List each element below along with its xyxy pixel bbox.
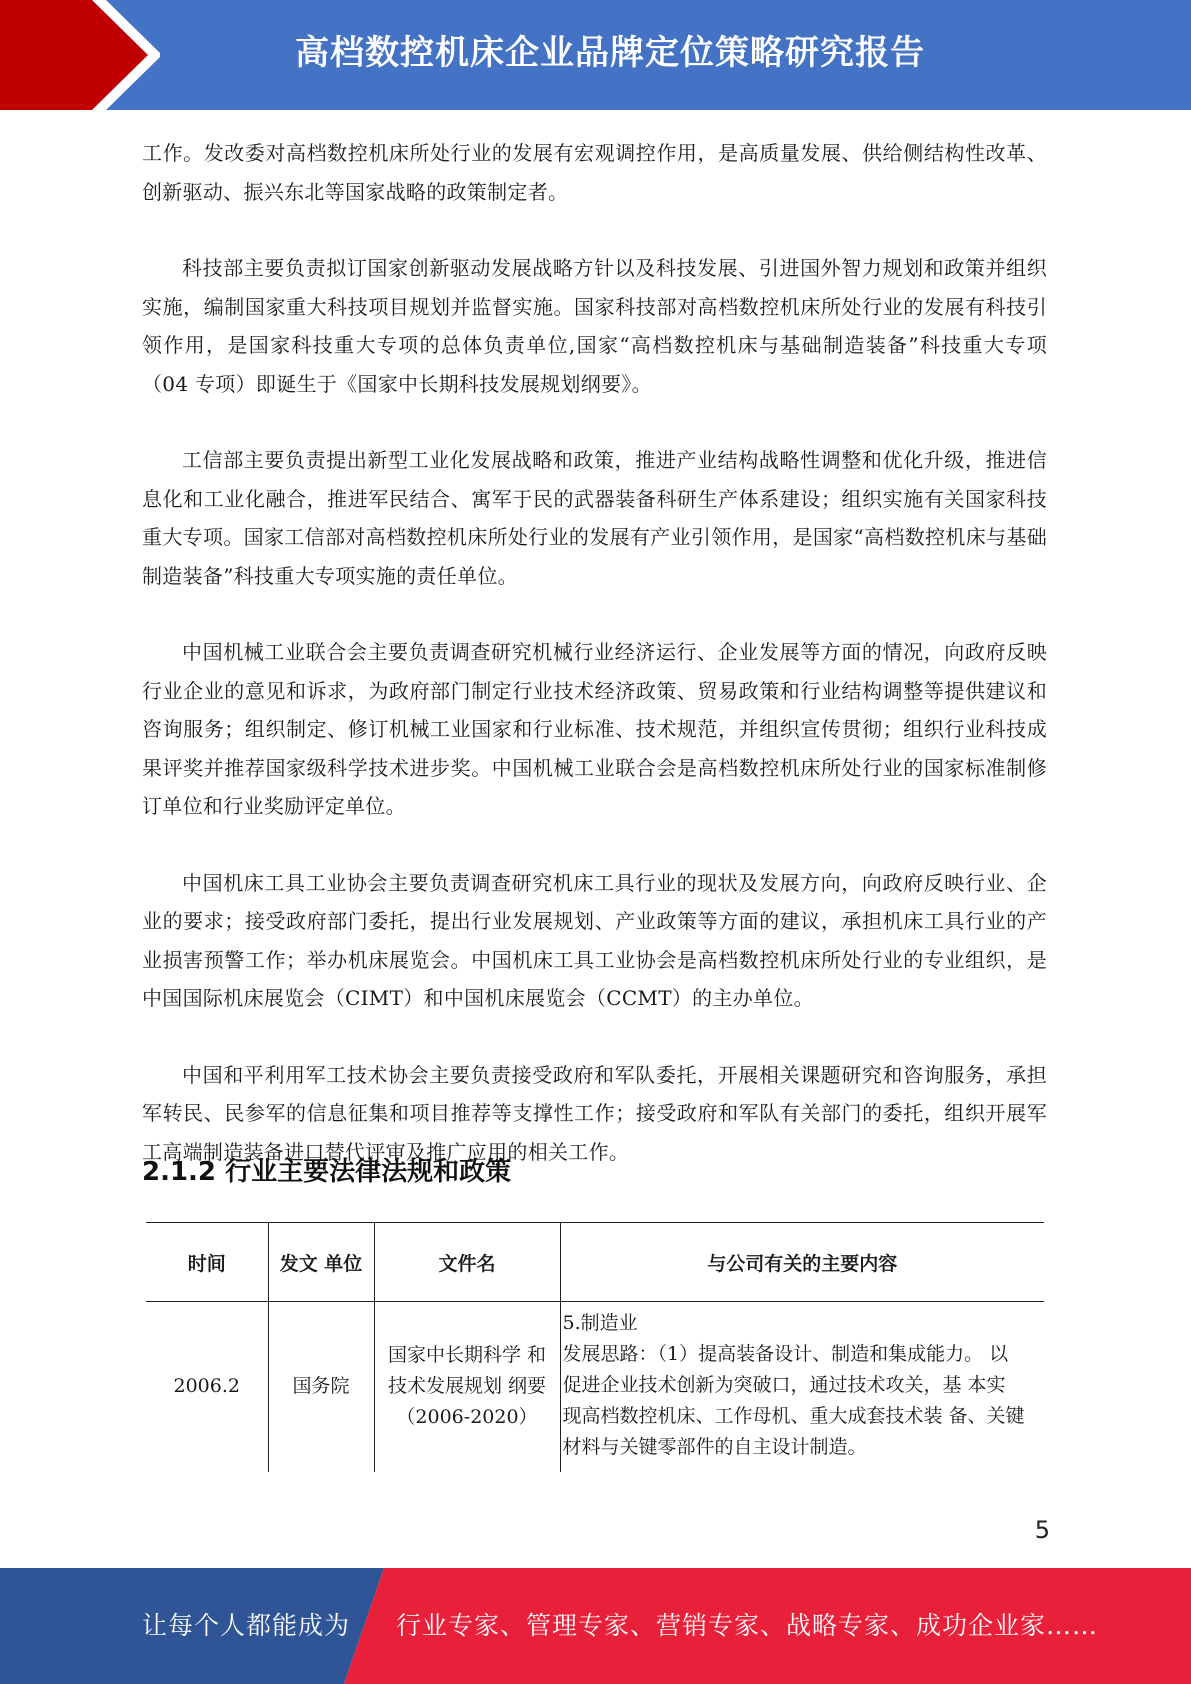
doc-line: 国家中长期科学 和 [387, 1344, 547, 1367]
content-line: 5.制造业 [562, 1312, 638, 1334]
table-row [146, 1302, 1044, 1472]
paragraph-cmtba: 中国机床工具工业协会主要负责调查研究机床工具行业的现状及发展方向，向政府反映行业、企业的要求；接受政府部门委托，提出行业发展规划、产业政策等方面的建议，承担机床工具行业的产业损害预警工作；举办机床展览会。中国机床工具工业协会是高档数控机床所处行业的专业组织，是中国国际机床展览会（CIMT）和中国机床展览会（CCMT）的主办单位。 [142, 870, 1047, 1010]
section-heading: 2.1.2 行业主要法律法规和政策 [142, 1157, 512, 1187]
table-header-row [146, 1223, 1044, 1302]
body-text [142, 134, 1047, 1209]
page-number: 5 [1034, 1516, 1050, 1544]
footer-slogan-right: 行业专家、管理专家、营销专家、战略专家、成功企业家…… [396, 1611, 1099, 1640]
header-chevron-decoration [0, 0, 160, 110]
footer-slogan-left: 让每个人都能成为 [142, 1611, 351, 1640]
content-line: 发展思路：（1）提高装备设计、制造和集成能力。 以 [562, 1343, 1009, 1365]
header-time: 时间 [146, 1223, 268, 1302]
doc-line: （2006-2020） [396, 1406, 538, 1429]
paragraph-military-tech-assoc: 中国和平利用军工技术协会主要负责接受政府和军队委托，开展相关课题研究和咨询服务，承担军转民、民参军的信息征集和项目推荐等支撑性工作；接受政府和军队有关部门的委托，组织开展军工高端制造装备进口替代评审及推广应用的相关工作。 [142, 1062, 1047, 1164]
content-line: 促进企业技术创新为突破口，通过技术攻关，基 本实 [562, 1374, 1006, 1396]
paragraph-most: 科技部主要负责拟订国家创新驱动发展战略方针以及科技发展、引进国外智力规划和政策并组织实施，编制国家重大科技项目规划并监督实施。国家科技部对高档数控机床所处行业的发展有科技引领作用，是国家科技重大专项的总体负责单位,国家“高档数控机床与基础制造装备”科技重大专项（04 专项）即诞生于《国家中长期科技发展规划纲要》。 [142, 256, 1047, 396]
doc-line: 技术发展规划 纲要 [387, 1375, 547, 1398]
paragraph-cmif: 中国机械工业联合会主要负责调查研究机械行业经济运行、企业发展等方面的情况，向政府反映行业企业的意见和诉求，为政府部门制定行业技术经济政策、贸易政策和行业结构调整等提供建议和咨询服务；组织制定、修订机械工业国家和行业标准、技术规范，并组织宣传贯彻；组织行业科技成果评奖并推荐国家级科学技术进步奖。中国机械工业联合会是高档数控机床所处行业的国家标准制修订单位和行业奖励评定单位。 [142, 640, 1047, 818]
paragraph-ndrc: 工作。发改委对高档数控机床所处行业的发展有宏观调控作用，是高质量发展、供给侧结构性改革、创新驱动、振兴东北等国家战略的政策制定者。 [142, 141, 1047, 204]
header-document-name: 文件名 [374, 1223, 560, 1302]
policy-table [146, 1222, 1044, 1472]
content-line: 现高档数控机床、工作母机、重大成套技术装 备、关键 [562, 1405, 1025, 1427]
paragraph-miit: 工信部主要负责提出新型工业化发展战略和政策，推进产业结构战略性调整和优化升级，推进信息化和工业化融合，推进军民结合、寓军于民的武器装备科研生产体系建设；组织实施有关国家科技重大专项。国家工信部对高档数控机床所处行业的发展有产业引领作用，是国家“高档数控机床与基础制造装备”科技重大专项实施的责任单位。 [142, 448, 1047, 588]
report-title: 高档数控机床企业品牌定位策略研究报告 [295, 33, 925, 73]
page-footer [0, 1568, 1191, 1684]
content-line: 材料与关键零部件的自主设计制造。 [562, 1436, 867, 1458]
cell-time: 2006.2 [173, 1375, 240, 1398]
page-header [0, 0, 1191, 110]
cell-issuer: 国务院 [268, 1302, 374, 1472]
header-main-content: 与公司有关的主要内容 [560, 1223, 1044, 1302]
cell-document-name [374, 1302, 560, 1472]
header-issuer: 发文 单位 [268, 1223, 374, 1302]
cell-main-content [560, 1302, 1044, 1472]
